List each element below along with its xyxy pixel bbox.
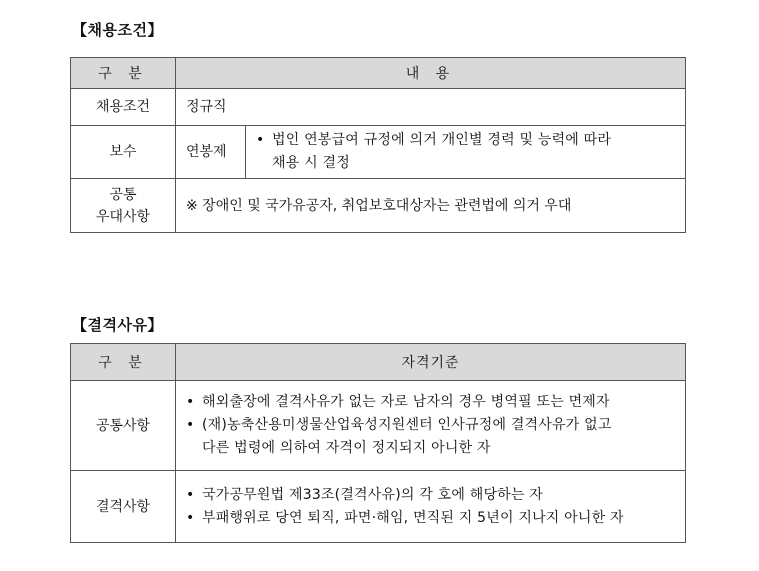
- header-category: 구 분: [71, 344, 176, 381]
- salary-detail-line-1: 법인 연봉급여 규정에 의거 개인별 경력 및 능력에 따라: [272, 132, 612, 148]
- common-criteria-1: 해외출장에 결격사유가 없는 자로 남자의 경우 병역필 또는 면제자: [202, 394, 610, 410]
- row-label-employment-type: 채용조건: [71, 89, 176, 126]
- disqualification-criteria-1: 국가공무원법 제33조(결격사유)의 각 호에 해당하는 자: [202, 486, 543, 503]
- row-label-common: 공통사항: [71, 381, 176, 471]
- list-item: [176, 391, 685, 414]
- bullet-icon: •: [186, 394, 195, 410]
- header-criteria: 자격기준: [176, 344, 686, 381]
- row-value-employment-type: 정규직: [176, 89, 686, 126]
- disqualification-criteria-2: 부패행위로 당연 퇴직, 파면·해임, 면직된 지 5년이 지나지 아니한 자: [202, 509, 624, 526]
- list-item: [176, 484, 685, 507]
- table-header-row: [71, 58, 686, 89]
- bullet-icon: •: [186, 417, 195, 433]
- preference-label-line-2: 우대사항: [95, 208, 151, 225]
- row-label-salary: 보수: [71, 126, 176, 179]
- row-salary-type: 연봉제: [176, 126, 246, 179]
- list-item: [176, 507, 685, 530]
- section-title-disqualifications: 【결격사유】: [72, 316, 163, 334]
- preference-label-line-1: 공통: [109, 186, 137, 203]
- table-header-row: [71, 344, 686, 381]
- table-row: [71, 179, 686, 233]
- bullet-icon: •: [186, 486, 195, 503]
- table-row: [71, 126, 686, 179]
- bullet-icon: •: [186, 509, 195, 526]
- common-criteria-2-line-2: 다른 법령에 의하여 자격이 정지되지 아니한 자: [202, 440, 491, 456]
- row-value-preference: ※ 장애인 및 국가유공자, 취업보호대상자는 관련법에 의거 우대: [176, 179, 686, 233]
- list-item: [176, 414, 685, 460]
- header-category: 구 분: [71, 58, 176, 89]
- common-criteria-2-line-1: (재)농축산용미생물산업육성지원센터 인사규정에 결격사유가 없고: [202, 417, 612, 433]
- row-common-criteria: [176, 381, 686, 471]
- bullet-icon: •: [256, 132, 265, 148]
- employment-conditions-table: [70, 57, 686, 233]
- salary-detail-line-2: 채용 시 결정: [272, 155, 350, 171]
- table-row: [71, 89, 686, 126]
- row-salary-detail: [246, 126, 686, 179]
- table-row: [71, 381, 686, 471]
- section-title-employment-conditions: 【채용조건】: [72, 21, 163, 39]
- row-label-disqualification: 결격사항: [71, 471, 176, 543]
- header-content: 내 용: [176, 58, 686, 89]
- row-label-preference: [71, 179, 176, 233]
- disqualifications-table: [70, 343, 686, 543]
- table-row: [71, 471, 686, 543]
- row-disqualification-criteria: [176, 471, 686, 543]
